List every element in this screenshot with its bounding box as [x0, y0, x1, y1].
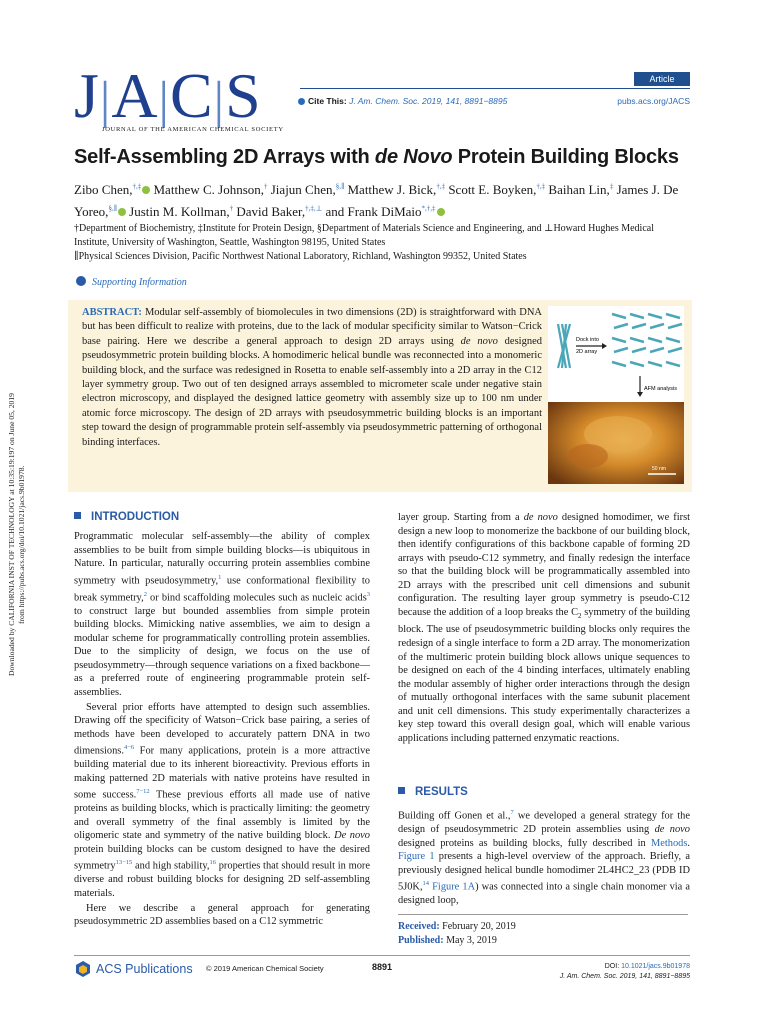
article-title [74, 146, 679, 169]
paragraph: layer group. Starting from a de novo designed homodimer, we first design a new loop to monomerize the backbone of our building block, then identify configurations of this backbone capable of forming 2D arrays with pseudo-C12 symmetry, and finally redesign the interface so that the building block will be programmatically assembled into 2D arrays with the prescribed unit cell dimensions and subunit configuration. The resulting layer group symmetry is pseudo-C12 because the addition of a loop breaks the $C_2$ symmetry of the building block. The use of pseudosymmetric building blocks only requires the redesign of a single interface to form a 2D array. The monomerization of the multimeric protein building block allows unique sequences to be designed on each of the 4 binding interfaces, ultimately enabling the modular assembly of higher order interactions through the design of mutually orthogonal interfaces with the same subunit placement and unit cell dimensions. This study experimentally characterizes a key step toward this overall design goal, which will enable various applications including patterned enzymatic reactions. [398, 512, 691, 744]
reference-link[interactable]: 7 [510, 809, 514, 816]
figure-link[interactable]: Figure 1A [432, 881, 476, 893]
results-heading [398, 786, 468, 798]
author-affiliation-marks: *,†,‡ [421, 204, 436, 213]
author[interactable] [271, 182, 344, 197]
author-affiliation-marks: §,∥ [108, 204, 117, 213]
author-name: James J. De Yoreo, [74, 182, 679, 219]
abstract-italic: de novo [460, 335, 498, 347]
reference-link[interactable]: 4−6 [123, 744, 135, 752]
footer-doi [560, 962, 690, 982]
author-name: Scott E. Boyken, [448, 182, 537, 198]
paragraph: Several prior efforts have attempted to design such assemblies. Drawing off the specificity of Watson−Crick base pairing, a series of methods have been developed to accurately pattern DNA in two dimensions.$^{4-6}$ For many applications, protein is a more attractive building material due to its inherent bioreactivity. Previous efforts in making patterned 2D materials with native proteins have resulted in some success.$^{7-12}$ These previous efforts all made use of native proteins as building blocks, which is practically limiting: the geometry and overall symmetry of the final assembly is limited by the oligomeric state and symmetry of the native building block. De novo protein building blocks can be custom designed to have the desired symmetry$^{13-15}$ and high stability,$^{16}$ properties that should result in more diverse and robust building blocks for designing 2D self-assembling materials. [74, 701, 370, 900]
author-affiliation-marks: †,‡ [536, 183, 546, 191]
author-name: David Baker, [236, 203, 306, 219]
author-name: Matthew C. Johnson, [153, 182, 264, 198]
supporting-info-label: Supporting Information [92, 277, 187, 288]
results-body [398, 806, 690, 908]
intro-heading [74, 511, 179, 523]
published-date: May 3, 2019 [446, 935, 497, 946]
reference-link[interactable]: 16 [209, 859, 216, 867]
orcid-icon[interactable] [437, 208, 445, 216]
results-heading-text: RESULTS [415, 786, 468, 798]
abstract-part: designed pseudosymmetric protein building blocks. A homodimeric helical bundle was reconnected into a monomeric building block, and the surface was redesigned in Rosetta to enable self-assembly into a 2D array in the C12 layer symmetry group. Two out of ten designed arrays assembled to micrometer scale under negative stain electron microscopy, and displayed the designed lattice geometry with assembly size up to 100 nm under atomic force microscopy. The design of 2D arrays with pseudosymmetric building blocks is an important step toward the design of programmable protein self-assembly via pseudosymmetric patterning of orthogonal binding interfaces. [82, 335, 543, 448]
download-note-line: Downloaded by CALIFORNIA INST OF TECHNOLOGY at 10:35:19:197 on June 05, 2019 [7, 393, 16, 676]
reference-link[interactable]: 13−15 [115, 859, 133, 867]
author-affiliation-marks: † [229, 204, 234, 213]
author-name: and Frank DiMaio [325, 203, 422, 219]
right-column-body [398, 511, 690, 745]
section-marker-icon [74, 512, 81, 519]
publisher-name: ACS Publications [96, 962, 193, 976]
author[interactable] [347, 182, 445, 197]
afm-label: AFM analysis [644, 386, 678, 392]
title-text: Protein Building Blocks [452, 146, 679, 168]
abstract-label: ABSTRACT: [82, 307, 142, 318]
author[interactable] [548, 182, 613, 197]
author-name: Justin M. Kollman, [129, 203, 230, 219]
author[interactable] [154, 182, 268, 197]
article-dates [398, 920, 516, 948]
author-affiliation-marks: †,‡ [436, 183, 446, 191]
reference-link[interactable]: 3 [366, 590, 370, 598]
logo-letter: S [225, 60, 262, 131]
reference-link[interactable]: 1 [218, 573, 222, 581]
author-name: Zibo Chen, [74, 182, 133, 198]
methods-link[interactable]: Methods [651, 837, 688, 849]
doi-label: DOI: [604, 963, 622, 970]
title-italic: de Novo [374, 146, 453, 168]
footer-citation: J. Am. Chem. Soc. 2019, 141, 8891−8895 [559, 973, 690, 980]
orcid-icon[interactable] [118, 208, 126, 216]
acs-publications-logo[interactable] [74, 960, 193, 978]
author-affiliation-marks: ‡ [609, 183, 614, 191]
cite-this[interactable] [298, 96, 507, 106]
dates-rule [398, 914, 688, 915]
author[interactable] [448, 182, 545, 197]
arrow-label: Dock into [576, 337, 599, 343]
author-affiliation-marks: †,‡ [132, 183, 142, 191]
reference-link[interactable]: 7−12 [136, 788, 150, 796]
journal-link[interactable]: pubs.acs.org/JACS [617, 96, 690, 106]
figure-link[interactable]: Figure 1 [398, 851, 435, 863]
author[interactable] [129, 204, 233, 219]
logo-letter: C [169, 60, 214, 131]
author-affiliation-marks: †,‡,⊥ [305, 204, 323, 213]
reference-link[interactable]: 14 [422, 880, 430, 888]
title-text: Self-Assembling 2D Arrays with [74, 146, 375, 168]
author-affiliation-marks: † [264, 183, 268, 191]
supporting-info-icon [76, 276, 86, 286]
download-note-line: from https://pubs.acs.org/doi/10.1021/jacs.9b01978. [17, 465, 26, 624]
author[interactable] [325, 204, 444, 219]
reference-link[interactable]: 2 [143, 590, 147, 598]
author-name: Jiajun Chen, [270, 182, 336, 198]
logo-letter: A [111, 60, 159, 131]
intro-heading-text: INTRODUCTION [91, 511, 180, 523]
received-date: February 20, 2019 [442, 921, 516, 932]
scale-label: 50 nm [652, 466, 666, 472]
download-note [2, 320, 32, 680]
footer-rule [74, 955, 690, 956]
received-label: Received: [398, 921, 440, 932]
cite-icon [298, 98, 305, 105]
paragraph: Here we describe a general approach for generating pseudosymmetric 2D assemblies based on a C12 symmetric [74, 902, 370, 928]
author[interactable] [74, 182, 150, 197]
abstract-part: Modular self-assembly of biomolecules in two dimensions (2D) is straightforward with DNA but has been difficult to realize with proteins, due to the lack of modular specificity similar to Watson−Crick base pairing. Here we describe a general approach to design 2D arrays using [82, 307, 542, 347]
author-name: Matthew J. Bick, [347, 182, 437, 198]
logo-letter: J [74, 60, 100, 131]
cite-label: Cite This: [308, 96, 347, 106]
author[interactable] [236, 204, 322, 219]
affiliation: ∥Physical Sciences Division, Pacific Northwest National Laboratory, Richland, Washington 99352, United States [74, 251, 527, 262]
author-name: Baihan Lin, [548, 182, 610, 198]
doi-link[interactable]: 10.1021/jacs.9b01978 [621, 963, 690, 970]
author-affiliation-marks: §,∥ [335, 183, 345, 191]
abstract-text [82, 306, 542, 450]
toc-graphic [548, 306, 684, 484]
orcid-icon[interactable] [142, 186, 150, 194]
acs-hexagon-icon [74, 960, 92, 978]
intro-body [74, 530, 370, 929]
section-marker-icon [398, 787, 405, 794]
affiliations [74, 222, 690, 264]
journal-name: JOURNAL OF THE AMERICAN CHEMICAL SOCIETY [102, 126, 284, 133]
cite-text: J. Am. Chem. Soc. 2019, 141, 8891−8895 [349, 96, 508, 106]
affiliation: †Department of Biochemistry, ‡Institute for Protein Design, §Department of Materials Science and Engineering, and ⊥Howard Hughes Medical Institute, University of Washington, Seattle, Washington 98195, United States [74, 223, 654, 248]
journal-logo: J|A|C|S [74, 60, 262, 131]
author-list [74, 178, 694, 221]
supporting-info-link[interactable] [76, 276, 187, 288]
paragraph: Programmatic molecular self-assembly—the ability of complex assemblies to be built from simple building blocks—is ubiquitous in Nature. In particular, naturally occurring protein assemblies combine symmetry with pseudosymmetry,$^1$ use conformational flexibility to break symmetry,$^2$ or bind scaffolding molecules such as nucleic acids$^3$ to construct large but bounded assemblies from simple protein building blocks. Mimicking native assemblies, we aim to design a modular scheme for programmatically controlling protein assemblies. Due to the simplicity of design, we focus on the use of pseudosymmetry—through sequence variations on a fixed backbone—as a preferred route of engineering programmable protein self-assemblies. [74, 531, 370, 698]
copyright: © 2019 American Chemical Society [206, 964, 324, 973]
page-number: 8891 [372, 962, 393, 972]
paragraph: Building off Gonen et al.,$^7$ we developed a general strategy for the design of pseudosymmetric 2D protein assemblies using de novo designed proteins as building blocks, fully described in Methods. Figure 1 presents a high-level overview of the approach. Briefly, a previously designed helical bundle homodimer 2L4HC2_23 (PDB ID 5J0K,$^{14}$ Figure 1A) was connected into a single chain monomer via a designed loop, [398, 809, 690, 907]
arrow-label: 2D array [576, 349, 598, 355]
article-type-tab: Article [634, 72, 690, 86]
header-rule [300, 88, 690, 89]
published-label: Published: [398, 935, 444, 946]
